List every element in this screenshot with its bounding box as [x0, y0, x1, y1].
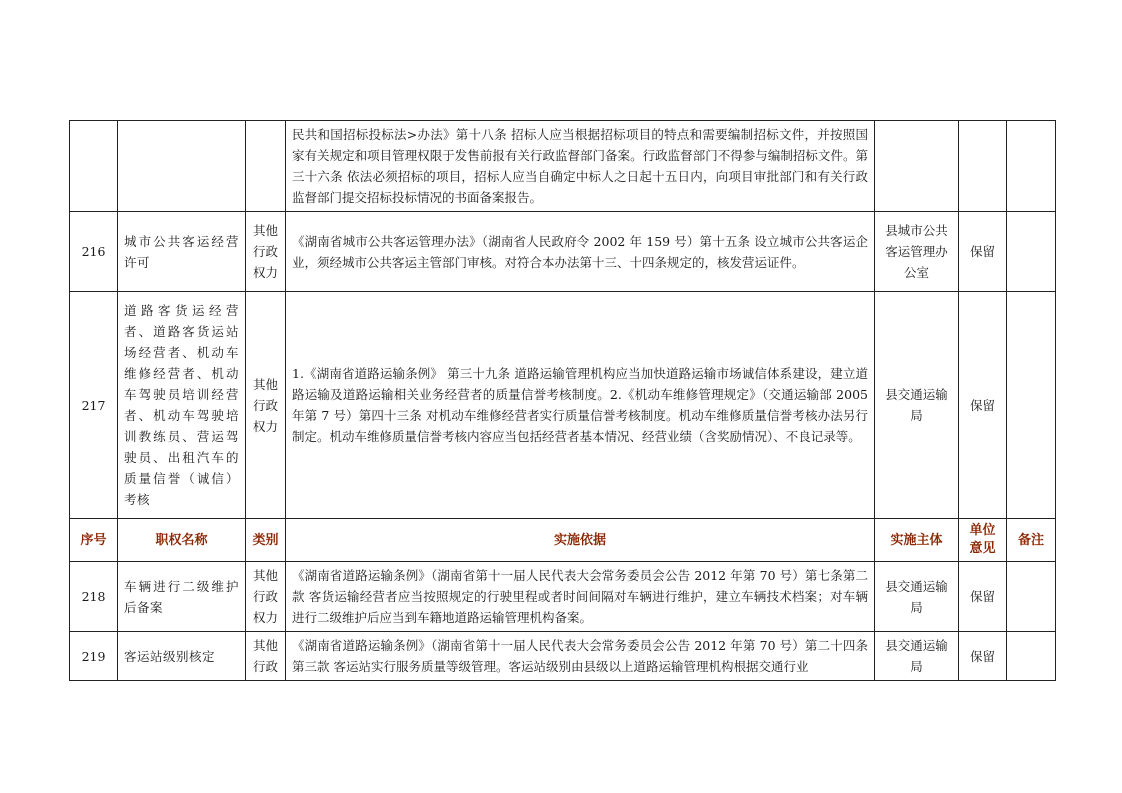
table-row: [70, 121, 1056, 212]
header-legal-basis: 实施依据: [286, 519, 875, 562]
header-number: 序号: [70, 519, 118, 562]
header-implementing-body: 实施主体: [875, 519, 959, 562]
header-remark: 备注: [1007, 519, 1056, 562]
power-category: 其他行政权力: [246, 212, 286, 292]
implementing-body: 县交通运输局: [875, 562, 959, 632]
legal-basis: 《湖南省道路运输条例》（湖南省第十一届人民代表大会常务委员会公告 2012 年第 70 号）第七条第二款 客货运输经营者应当按照规定的行驶里程或者时间间隔对车辆进行维护，建立车辆技术档案；对车辆进行二级维护后应当到车籍地道路运输管理机构备案。: [286, 562, 875, 632]
table-row: [70, 292, 1056, 519]
remark: [1007, 562, 1056, 632]
power-name: 道路客货运经营者、道路客货运站场经营者、机动车维修经营者、机动车驾驶员培训经营者、机动车驾驶培训教练员、营运驾驶员、出租汽车的质量信誉（诚信）考核: [118, 292, 246, 519]
legal-basis: 1.《湖南省道路运输条例》 第三十九条 道路运输管理机构应当加快道路运输市场诚信体系建设，建立道路运输及道路运输相关业务经营者的质量信誉考核制度。2.《机动车维修管理规定》（交通运输部 2005 年第 7 号）第四十三条 对机动车维修经营者实行质量信誉考核制度。机动车维修质量信誉考核办法另行制定。机动车维修质量信誉考核内容应当包括经营者基本情况、经营业绩（含奖励情况）、不良记录等。: [286, 292, 875, 519]
row-number: [70, 121, 118, 212]
power-name: 客运站级别核定: [118, 632, 246, 681]
power-category: 其他行政权力: [246, 562, 286, 632]
table-row: [70, 562, 1056, 632]
implementing-body: 县城市公共客运管理办公室: [875, 212, 959, 292]
power-list-table: [69, 120, 1056, 681]
legal-basis: 《湖南省城市公共客运管理办法》（湖南省人民政府令 2002 年 159 号）第十五条 设立城市公共客运企业，须经城市公共客运主管部门审核。对符合本办法第十三、十四条规定的，核发营运证件。: [286, 212, 875, 292]
implementing-body: 县交通运输局: [875, 632, 959, 681]
legal-basis: 民共和国招标投标法>办法》第十八条 招标人应当根据招标项目的特点和需要编制招标文件，并按照国家有关规定和项目管理权限于发售前报有关行政监督部门备案。行政监督部门不得参与编制招标文件。第三十六条 依法必须招标的项目，招标人应当自确定中标人之日起十五日内，向项目审批部门和有关行政监督部门提交招标投标情况的书面备案报告。: [286, 121, 875, 212]
unit-opinion: 保留: [959, 212, 1007, 292]
remark: [1007, 292, 1056, 519]
power-name: [118, 121, 246, 212]
unit-opinion: 保留: [959, 562, 1007, 632]
power-category: 其他行政: [246, 632, 286, 681]
table-row: [70, 632, 1056, 681]
unit-opinion: 保留: [959, 632, 1007, 681]
header-power-name: 职权名称: [118, 519, 246, 562]
row-number: 218: [70, 562, 118, 632]
legal-basis: 《湖南省道路运输条例》（湖南省第十一届人民代表大会常务委员会公告 2012 年第 70 号）第二十四条第三款 客运站实行服务质量等级管理。客运站级别由县级以上道路运输管理机构根据交通行业: [286, 632, 875, 681]
power-category: 其他行政权力: [246, 292, 286, 519]
row-number: 217: [70, 292, 118, 519]
power-name: 城市公共客运经营许可: [118, 212, 246, 292]
implementing-body: [875, 121, 959, 212]
header-category: 类别: [246, 519, 286, 562]
unit-opinion: [959, 121, 1007, 212]
power-name: 车辆进行二级维护后备案: [118, 562, 246, 632]
unit-opinion: 保留: [959, 292, 1007, 519]
header-unit-opinion: 单位意见: [959, 519, 1007, 562]
remark: [1007, 212, 1056, 292]
table-row: [70, 212, 1056, 292]
row-number: 216: [70, 212, 118, 292]
remark: [1007, 632, 1056, 681]
table-header-row: [70, 519, 1056, 562]
power-category: [246, 121, 286, 212]
remark: [1007, 121, 1056, 212]
implementing-body: 县交通运输局: [875, 292, 959, 519]
row-number: 219: [70, 632, 118, 681]
